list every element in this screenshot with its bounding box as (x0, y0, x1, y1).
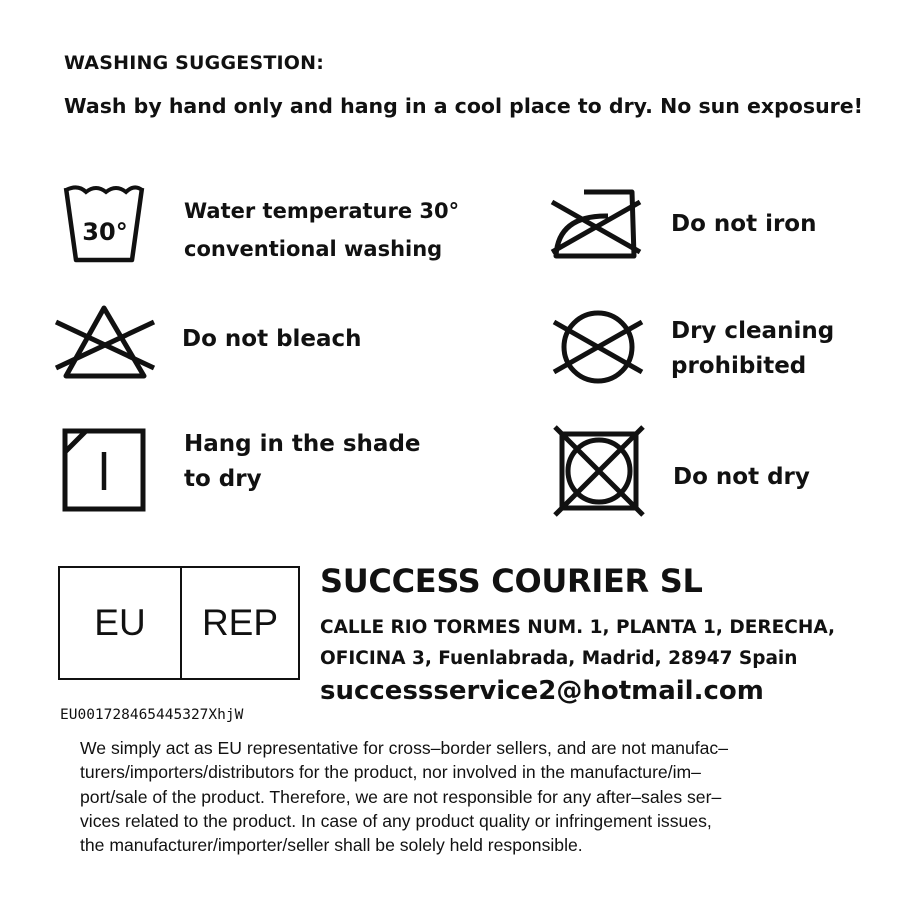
washing-suggestion-heading: WASHING SUGGESTION: (64, 52, 325, 74)
disclaimer-line: vices related to the product. In case of any product quality or infringement issues, (80, 810, 712, 831)
do-not-iron-icon (546, 186, 646, 262)
hand-wash-30-icon (62, 184, 146, 264)
eu-rep-eu-label: EU (60, 568, 182, 678)
company-address-line2: OFICINA 3, Fuenlabrada, Madrid, 28947 Spain (320, 648, 798, 669)
disclaimer-line: We simply act as EU representative for cross–border sellers, and are not manufac– (80, 738, 729, 758)
care-label-shade-dry: Hang in the shade to dry (184, 431, 421, 492)
care-label-do-not-bleach: Do not bleach (182, 326, 362, 352)
wash-temperature-label: 30° (82, 218, 128, 246)
eu-rep-code: EU001728465445327XhjW (60, 707, 244, 723)
do-not-tumble-dry-icon (552, 424, 646, 518)
disclaimer-line: port/sale of the product. Therefore, we are not responsible for any after–sales ser– (80, 786, 722, 807)
eu-rep-rep-label: REP (201, 602, 279, 643)
do-not-bleach-icon (54, 304, 156, 382)
company-email: successservice2@hotmail.com (320, 676, 764, 706)
washing-instruction: Wash by hand only and hang in a cool place to dry. No sun exposure! (64, 94, 864, 118)
care-label-do-not-dry: Do not dry (673, 464, 810, 490)
shade-dry-icon (62, 428, 146, 512)
disclaimer-text (80, 736, 870, 857)
disclaimer-line: turers/importers/distributors for the product, nor involved in the manufacture/im– (80, 762, 701, 783)
care-label-hand-wash: Water temperature 30° conventional washing (184, 199, 460, 261)
company-address-line1: CALLE RIO TORMES NUM. 1, PLANTA 1, DERECHA, (320, 617, 836, 638)
eu-rep-box (58, 566, 300, 680)
do-not-dry-clean-icon (552, 306, 644, 388)
disclaimer-line: the manufacturer/importer/seller shall be solely held responsible. (80, 835, 583, 856)
company-name: SUCCESS COURIER SL (320, 562, 703, 600)
care-label-do-not-iron: Do not iron (671, 211, 817, 237)
care-label-dry-clean-prohibited: Dry cleaning prohibited (671, 318, 835, 379)
